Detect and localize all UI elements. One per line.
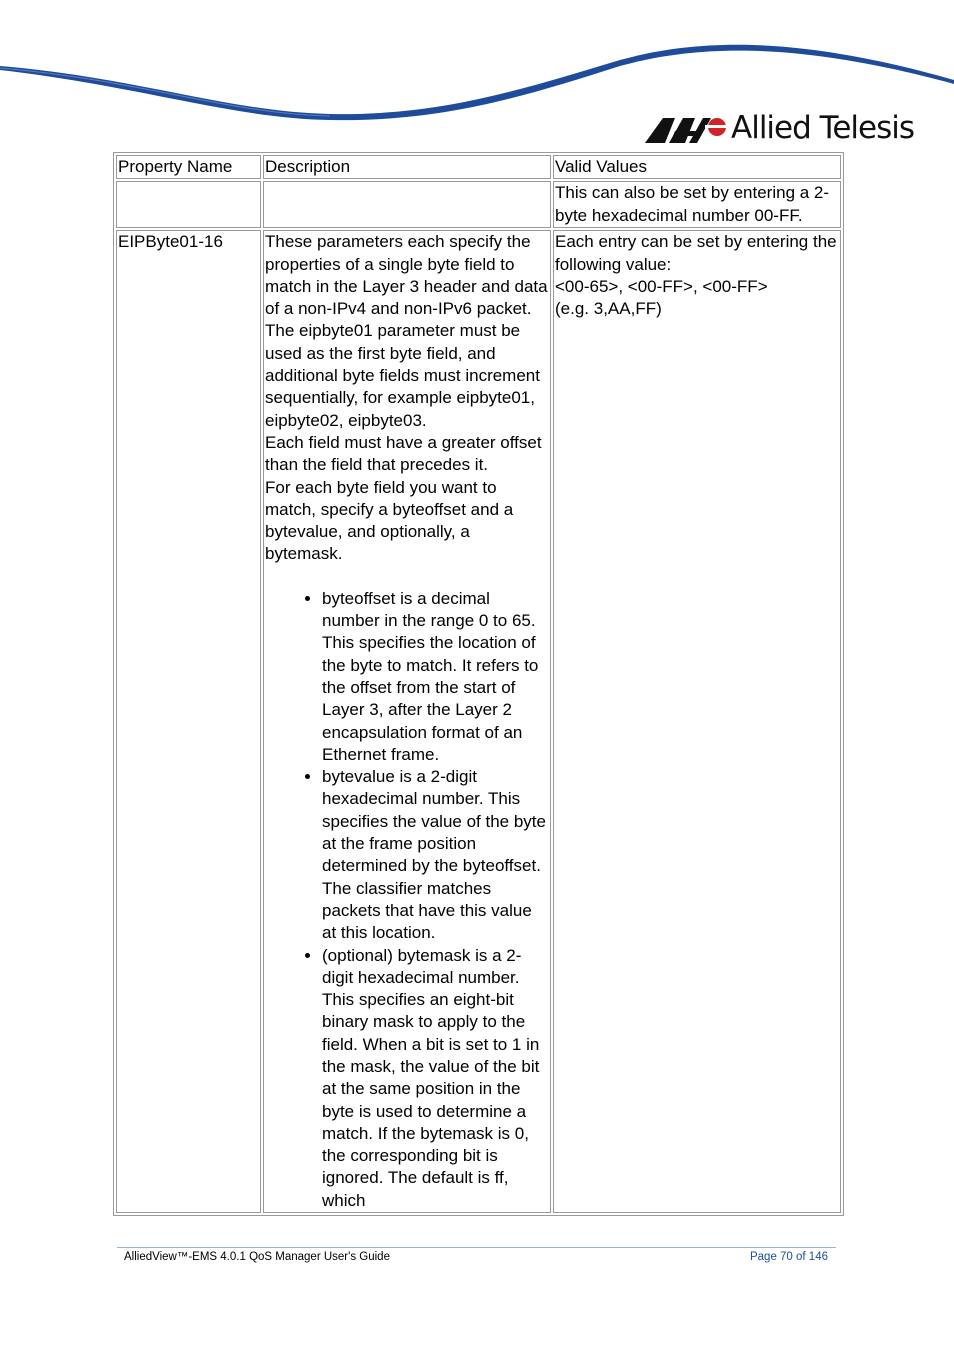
list-item: • (optional) bytemask is a 2-digit hexadecimal number. This specifies an eight-bit binary mask to apply to the field. When a bit is set to 1 in the mask, the value of the bit at the same position in the byte is used to determine a match. If the bytemask is 0, the corresponding bit is ignored. The default is ff, which <box>322 945 549 1213</box>
table-row <box>116 181 841 228</box>
cell-valid-values <box>553 230 841 1213</box>
allied-telesis-logo <box>645 108 914 148</box>
description-paragraph: These parameters each specify the properties of a single byte field to match in the Layer 3 header and data of a non-IPv4 and non-IPv6 packet. The eipbyte01 parameter must be used as the first byte field, and additional byte fields must increment sequentially, for example eipbyte01, eipbyte02, eipbyte03. <box>265 232 548 430</box>
cell-description <box>263 230 551 1213</box>
header-description: Description <box>263 155 551 179</box>
footer-document-title: AlliedView™-EMS 4.0.1 QoS Manager User's Guide <box>124 1251 390 1263</box>
description-paragraph: For each byte field you want to match, specify a byteoffset and a bytevalue, and optionally, a bytemask. <box>265 477 514 564</box>
list-item: • bytevalue is a 2-digit hexadecimal number. This specifies the value of the byte at the frame position determined by the byteoffset. The classifier matches packets that have this value at this location. <box>322 766 549 944</box>
valid-values-line: Each entry can be set by entering the following value: <box>555 232 837 274</box>
cell-property-name <box>116 181 261 228</box>
valid-values-line: (e.g. 3,AA,FF) <box>555 299 662 319</box>
property-table <box>113 152 844 1216</box>
header-property-name: Property Name <box>116 155 261 179</box>
description-paragraph: Each field must have a greater offset than the field that precedes it. <box>265 432 542 475</box>
cell-valid-values: This can also be set by entering a 2-byte hexadecimal number 00-FF. <box>553 181 841 228</box>
cell-description <box>263 181 551 228</box>
description-bullet-list <box>265 588 549 1212</box>
footer-divider <box>117 1247 836 1248</box>
table-row <box>116 230 841 1213</box>
header-valid-values: Valid Values <box>553 155 841 179</box>
brand-name: Allied Telesis <box>731 110 914 146</box>
footer-page-number: Page 70 of 146 <box>749 1251 828 1263</box>
valid-values-line: <00-65>, <00-FF>, <00-FF> <box>555 276 768 296</box>
table-header-row <box>116 155 841 179</box>
cell-property-name: EIPByte01-16 <box>116 230 261 1213</box>
allied-telesis-mark-icon <box>645 113 727 143</box>
list-item: • byteoffset is a decimal number in the range 0 to 65. This specifies the location of the byte to match. It refers to the offset from the start of Layer 3, after the Layer 2 encapsulation format of an Ethernet frame. <box>322 588 549 766</box>
